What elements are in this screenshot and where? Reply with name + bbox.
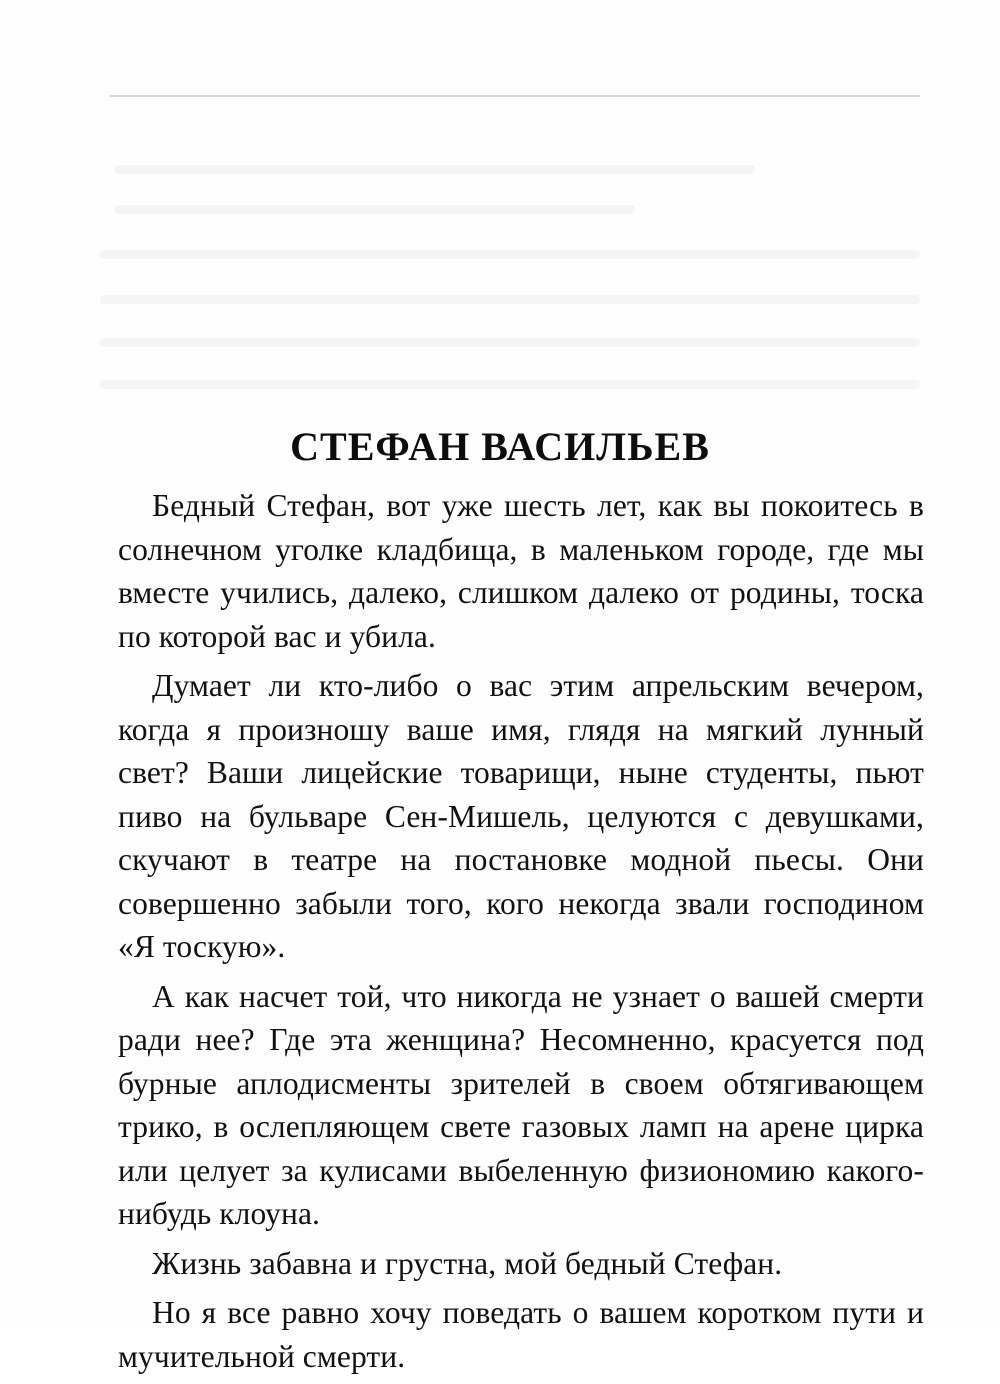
show-through-header-rule	[110, 95, 920, 97]
paragraph: Жизнь забавна и грустна, мой бедный Стефан.	[152, 1245, 783, 1281]
paragraph: Бедный Стефан, вот уже шесть лет, как вы покоитесь в солнечном уголке кладбища, в маленьком городе, где мы вместе учились, далеко, слишком далеко от родины, тоска по которой вас и убила.	[118, 488, 924, 654]
paragraph: Думает ли кто-либо о вас этим апрельским вечером, когда я произношу ваше имя, глядя на мягкий лунный свет? Ваши лицейские товарищи, ныне студенты, пьют пиво на бульваре Сен-Мишель, целуются с девушками, скучают в театре на постановке модной пьесы. Они совершенно забыли того, кого некогда звали господином «Я тоскую».	[118, 668, 924, 964]
paragraph: Но я все равно хочу поведать о вашем коротком пути и мучительной смерти.	[118, 1295, 924, 1374]
show-through-line	[100, 338, 920, 347]
show-through-line	[115, 205, 635, 214]
show-through-line	[100, 295, 920, 304]
show-through-line	[100, 250, 920, 259]
show-through-line	[115, 165, 755, 174]
chapter-title: СТЕФАН ВАСИЛЬЕВ	[290, 423, 710, 469]
paragraph: А как насчет той, что никогда не узнает о вашей смерти ради нее? Где эта женщина? Несомненно, красуется под бурные аплодисменты зрителей в своем обтягивающем трико, в ослепляющем свете газовых ламп на арене цирка или целует за кулисами выбеленную физиономию какого-нибудь клоуна.	[118, 978, 924, 1231]
show-through-line	[100, 380, 920, 389]
body-text	[118, 484, 924, 1384]
